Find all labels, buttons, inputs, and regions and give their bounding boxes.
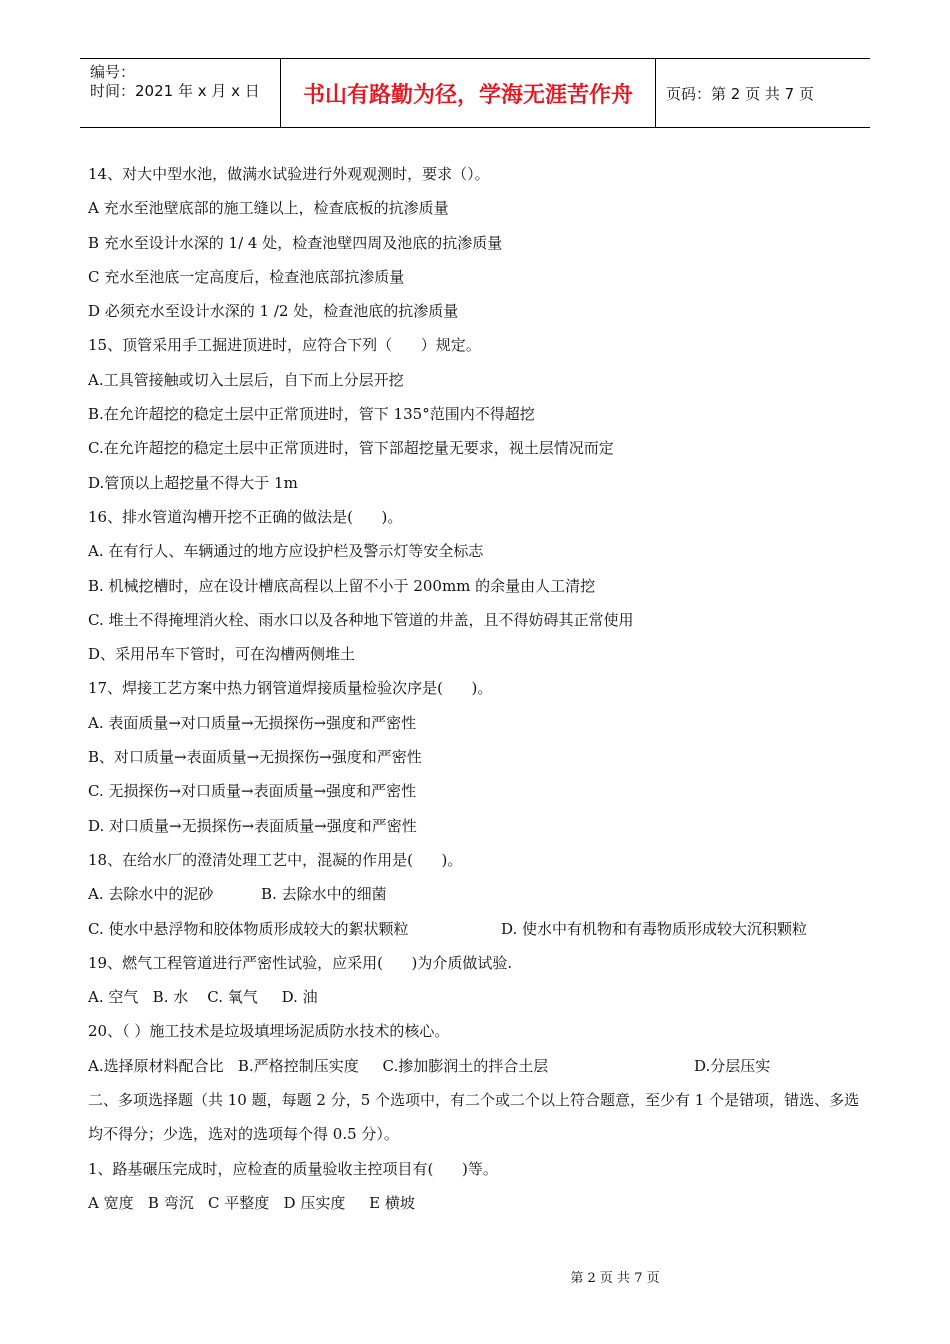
section-2-heading: 二、多项选择题（共 10 题，每题 2 分，5 个选项中，有二个或二个以上符合题意，至少有 1 个是错项，错选、多选均不得分；少选，选对的选项每个得 0.5 分）。 <box>88 1091 860 1144</box>
header-page-label: 页码：第 2 页 共 7 页 <box>666 84 814 103</box>
option-16b: B. 机械挖槽时，应在设计槽底高程以上留不小于 200mm 的余量由人工清挖 <box>88 576 596 595</box>
option-15a: A.工具管接触或切入土层后，自下而上分层开挖 <box>88 370 404 389</box>
option-15b: B.在允许超挖的稳定土层中正常顶进时，管下 135°范围内不得超挖 <box>88 405 535 424</box>
option-16a: A. 在有行人、车辆通过的地方应设护栏及警示灯等安全标志 <box>88 542 484 561</box>
option-18c: C. 使水中悬浮物和胶体物质形成较大的絮状颗粒 <box>88 919 409 938</box>
question-14: 14、对大中型水池，做满水试验进行外观观测时，要求（）。 <box>88 165 490 183</box>
option-17b: B、对口质量→表面质量→无损探伤→强度和严密性 <box>88 748 422 767</box>
option-14d: D 必须充水至设计水深的 1 /2 处，检查池底的抗渗质量 <box>88 302 459 321</box>
option-17d: D. 对口质量→无损探伤→表面质量→强度和严密性 <box>88 816 417 835</box>
option-16c: C. 堆土不得掩埋消火栓、雨水口以及各种地下管道的井盖，且不得妨碍其正常使用 <box>88 610 634 629</box>
option-18d: D. 使水中有机物和有毒物质形成较大沉积颗粒 <box>501 919 808 938</box>
option-15c: C.在允许超挖的稳定土层中正常顶进时，管下部超挖量无要求，视土层情况而定 <box>88 439 614 458</box>
option-15d: D.管顶以上超挖量不得大于 1m <box>88 473 298 492</box>
options-18ab: A. 去除水中的泥砂 B. 去除水中的细菌 <box>88 885 387 904</box>
page-header <box>80 58 870 128</box>
option-17c: C. 无损探伤→对口质量→表面质量→强度和严密性 <box>88 782 417 801</box>
question-20: 20、（ ）施工技术是垃圾填埋场泥质防水技术的核心。 <box>88 1022 450 1041</box>
option-16d: D、采用吊车下管时，可在沟槽两侧堆土 <box>88 645 356 664</box>
option-14b: B 充水至设计水深的 1/ 4 处，检查池壁四周及池底的抗渗质量 <box>88 233 503 252</box>
options-20 <box>88 1049 868 1083</box>
document-body <box>88 157 868 1220</box>
options-19: A. 空气 B. 水 C. 氧气 D. 油 <box>88 988 318 1007</box>
question-17: 17、焊接工艺方案中热力钢管道焊接质量检验次序是( )。 <box>88 679 493 698</box>
question-15: 15、顶管采用手工掘进顶进时，应符合下列（ ）规定。 <box>88 336 481 355</box>
options-18cd <box>88 912 868 946</box>
header-motto: 书山有路勤为径，学海无涯苦作舟 <box>281 59 656 127</box>
time-label: 时间：2021 年 x 月 x 日 <box>90 82 260 100</box>
option-20d: D.分层压实 <box>694 1056 771 1075</box>
question-18: 18、在给水厂的澄清处理工艺中，混凝的作用是( )。 <box>88 850 463 869</box>
number-label: 编号： <box>90 63 136 81</box>
options-m1: A 宽度 B 弯沉 C 平整度 D 压实度 E 横坡 <box>88 1193 415 1212</box>
question-16: 16、排水管道沟槽开挖不正确的做法是( )。 <box>88 507 403 526</box>
option-14c: C 充水至池底一定高度后，检查池底部抗渗质量 <box>88 267 405 286</box>
page-footer: 第 2 页 共 7 页 <box>570 1271 660 1286</box>
question-m1: 1、路基碾压完成时，应检查的质量验收主控项目有( )等。 <box>88 1159 498 1178</box>
options-20abc: A.选择原材料配合比 B.严格控制压实度 C.掺加膨润土的拌合土层 <box>88 1056 549 1075</box>
option-17a: A. 表面质量→对口质量→无损探伤→强度和严密性 <box>88 713 417 732</box>
question-19: 19、燃气工程管道进行严密性试验，应采用( )为介质做试验. <box>88 953 513 972</box>
option-14a: A 充水至池壁底部的施工缝以上，检查底板的抗渗质量 <box>88 199 449 218</box>
header-meta <box>80 59 281 127</box>
